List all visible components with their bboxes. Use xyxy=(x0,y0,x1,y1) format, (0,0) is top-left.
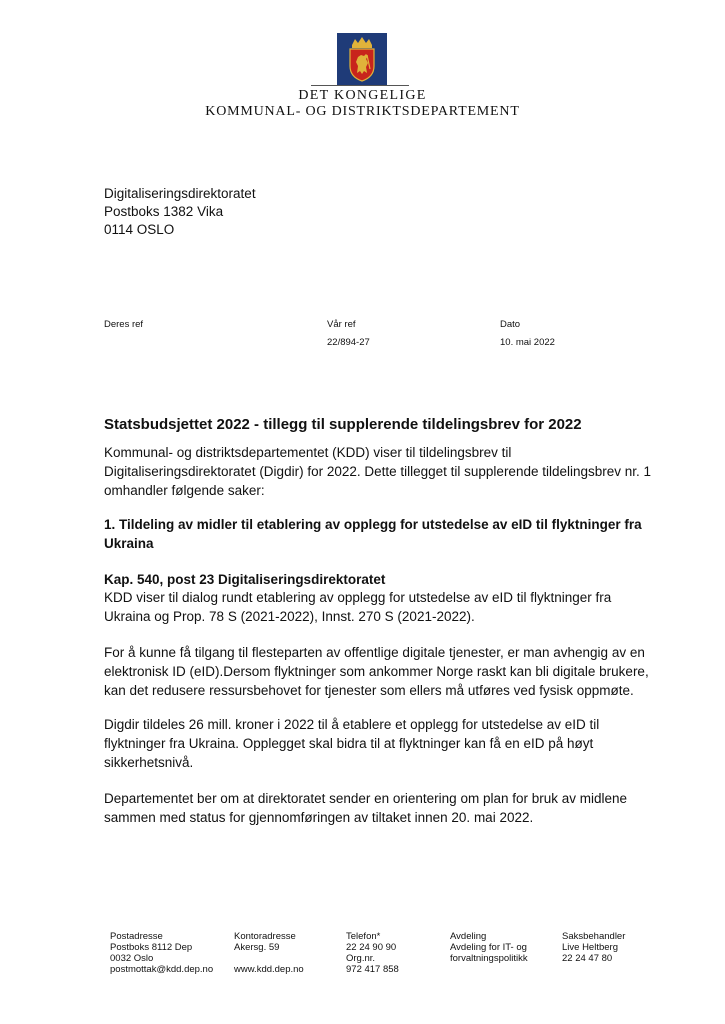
section-1-heading xyxy=(104,515,664,553)
text-line: KDD viser til dialog rundt etablering av opplegg for utstedelse av eID til flyktninger fra xyxy=(104,590,612,605)
footer-avdeling xyxy=(450,931,528,964)
footer-email: postmottak@kdd.dep.no xyxy=(110,964,214,975)
footer-website: www.kdd.dep.no xyxy=(234,964,304,975)
department-title-line2: KOMMUNAL- OG DISTRIKTSDEPARTEMENT xyxy=(205,104,520,119)
paragraph-1 xyxy=(104,588,664,626)
text-line: For å kunne få tilgang til flesteparten av offentlige digitale tjenester, er man avhengig av en xyxy=(104,645,645,660)
recipient-name: Digitaliseringsdirektoratet xyxy=(104,186,256,201)
var-ref-label: Vår ref xyxy=(327,319,356,330)
footer-line: 22 24 47 80 xyxy=(562,953,613,964)
footer-kontoradresse xyxy=(234,931,304,975)
department-title-line1: DET KONGELIGE xyxy=(298,88,427,103)
text-line: sammen med status for gjennomføringen av tiltaket innen 20. mai 2022. xyxy=(104,810,534,825)
dato-value: 10. mai 2022 xyxy=(500,337,555,348)
footer-line: Akersg. 59 xyxy=(234,942,280,953)
text-line: Ukraina og Prop. 78 S (2021-2022), Innst. 270 S (2021-2022). xyxy=(104,609,475,624)
paragraph-2 xyxy=(104,643,664,700)
text-line: Ukraina xyxy=(104,536,154,551)
footer-line: forvaltningspolitikk xyxy=(450,953,528,964)
letter-subject: Statsbudsjettet 2022 - tillegg til supplerende tildelingsbrev for 2022 xyxy=(104,416,582,433)
text-line: Departementet ber om at direktoratet sender en orientering om plan for bruk av midlene xyxy=(104,791,628,806)
intro-paragraph xyxy=(104,443,664,500)
footer-label: Telefon* xyxy=(346,931,381,942)
footer-line: Postboks 8112 Dep xyxy=(110,942,193,953)
text-line: sikkerhetsnivå. xyxy=(104,755,194,770)
footer-line: 22 24 90 90 xyxy=(346,942,397,953)
text-line: flyktninger fra Ukraina. Opplegget skal bidra til at flyktninger kan få en eID på høyt xyxy=(104,736,594,751)
text-line: kan det redusere ressursbehovet for tjenester som ellers må utføres ved fysisk oppmøte. xyxy=(104,683,634,698)
coat-of-arms-icon xyxy=(337,33,387,85)
kap-heading: Kap. 540, post 23 Digitaliseringsdirektoratet xyxy=(104,572,386,587)
header-divider xyxy=(311,85,409,86)
text-line: Digitaliseringsdirektoratet (Digdir) for 2022. Dette tillegget til supplerende tildelingsbrev nr. 1 xyxy=(104,464,652,479)
footer-label: Postadresse xyxy=(110,931,163,942)
deres-ref-label: Deres ref xyxy=(104,319,144,330)
footer-line: Org.nr. xyxy=(346,953,376,964)
footer-telefon xyxy=(346,931,399,975)
text-line: omhandler følgende saker: xyxy=(104,483,265,498)
paragraph-4 xyxy=(104,789,664,827)
footer-line: Live Heltberg xyxy=(562,942,618,953)
footer-line: Avdeling for IT- og xyxy=(450,942,527,953)
recipient-postbox: Postboks 1382 Vika xyxy=(104,204,224,219)
footer-label: Avdeling xyxy=(450,931,487,942)
text-line: 1. Tildeling av midler til etablering av opplegg for utstedelse av eID til flyktninger fra xyxy=(104,517,642,532)
footer-postadresse xyxy=(110,931,213,975)
footer-line: 972 417 858 xyxy=(346,964,399,975)
var-ref-value: 22/894-27 xyxy=(327,337,370,348)
footer-label: Kontoradresse xyxy=(234,931,296,942)
text-line: Kommunal- og distriktsdepartementet (KDD) viser til tildelingsbrev til xyxy=(104,445,512,460)
footer-line: 0032 Oslo xyxy=(110,953,154,964)
footer-saksbehandler xyxy=(562,931,625,964)
footer-label: Saksbehandler xyxy=(562,931,626,942)
dato-label: Dato xyxy=(500,319,521,330)
recipient-city: 0114 OSLO xyxy=(104,222,175,237)
footer-line xyxy=(234,953,304,964)
text-line: elektronisk ID (eID).Dersom flyktninger som ankommer Norge raskt kan bli digitale brukere, xyxy=(104,664,649,679)
text-line: Digdir tildeles 26 mill. kroner i 2022 til å etablere et opplegg for utstedelse av eID til xyxy=(104,717,600,732)
paragraph-3 xyxy=(104,715,664,772)
